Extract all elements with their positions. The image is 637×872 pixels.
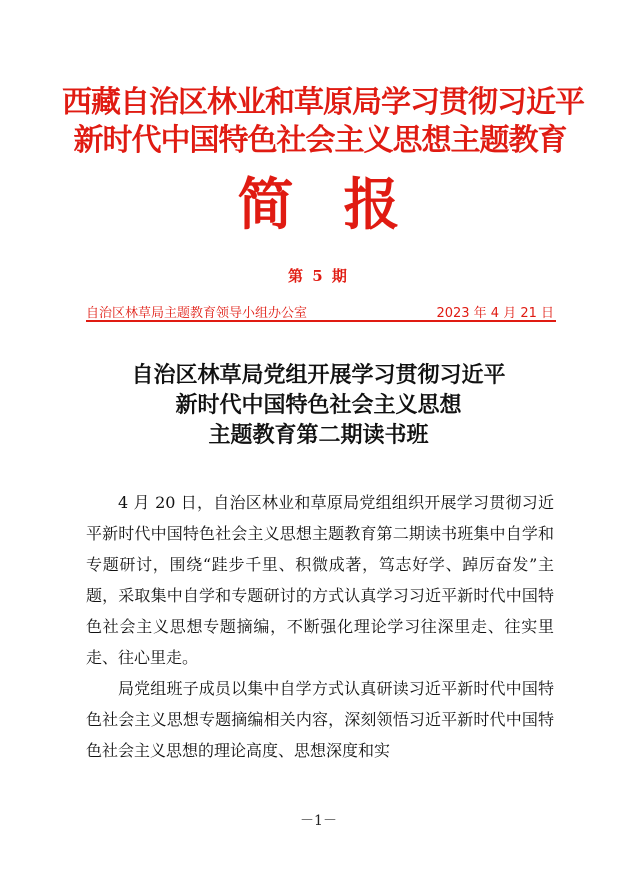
masthead-line-2: 新时代中国特色社会主义思想主题教育 <box>73 123 567 158</box>
page-number: －1－ <box>300 813 337 829</box>
article-title-line-3: 主题教育第二期读书班 <box>208 422 429 448</box>
article-body <box>86 487 554 766</box>
article-title-line-1: 自治区林草局党组开展学习贯彻习近平 <box>131 362 506 388</box>
article-title-line-2: 新时代中国特色社会主义思想 <box>175 392 462 418</box>
masthead-line-1: 西藏自治区林业和草原局学习贯彻习近平 <box>62 85 584 120</box>
issue-number: 第 5 期 <box>288 267 349 285</box>
brief-title: 简报 <box>237 172 450 238</box>
paragraph-1: 4 月 20 日，自治区林业和草原局党组组织开展学习贯彻习近平新时代中国特色社会主义思想主题教育第二期读书班集中自学和专题研讨，围绕“跬步千里、积微成著，笃志好学、踔厉奋发”主题，采取集中自学和专题研讨的方式认真学习习近平新时代中国特色社会主义思想专题摘编，不断强化理论学习往深里走、往实里走、往心里走。 <box>86 493 554 667</box>
article-title <box>0 360 637 450</box>
issue-date: 2023 年 4 月 21 日 <box>436 306 554 321</box>
paragraph-2: 局党组班子成员以集中自学方式认真研读习近平新时代中国特色社会主义思想专题摘编相关内容，深刻领悟习近平新时代中国特色社会主义思想的理论高度、思想深度和实 <box>86 679 554 760</box>
issuing-office: 自治区林草局主题教育领导小组办公室 <box>86 306 308 321</box>
meta-row <box>86 302 554 322</box>
masthead <box>62 84 584 160</box>
red-divider <box>86 320 556 322</box>
